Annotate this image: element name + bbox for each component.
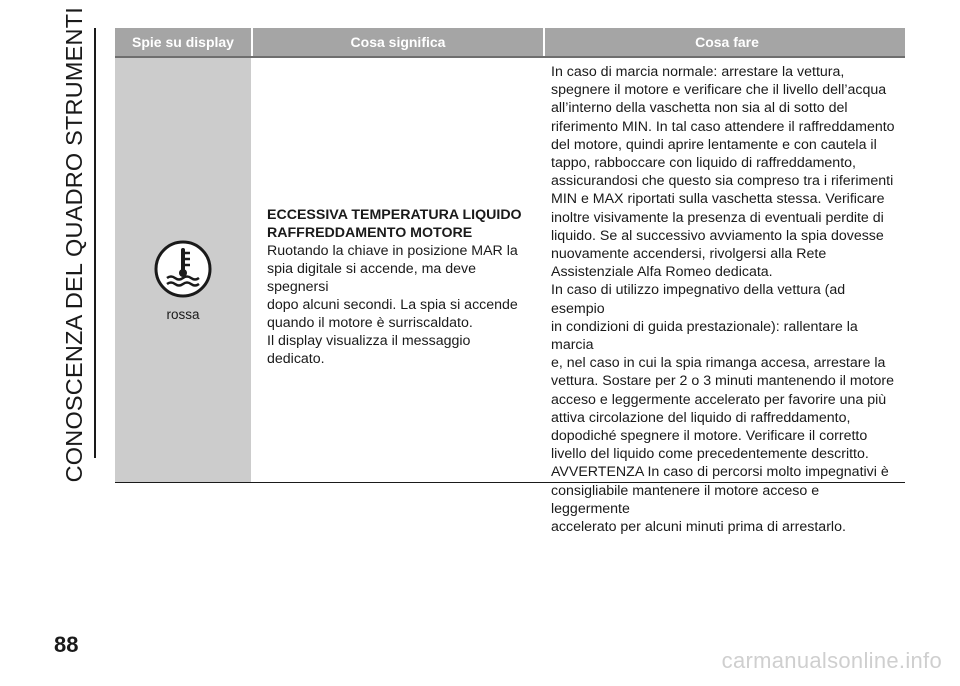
action-line: In caso di marcia normale: arrestare la vettura, [551, 64, 845, 80]
action-line: MIN e MAX riportati sulla vaschetta stessa. Verificare [551, 191, 885, 208]
table-row [115, 58, 905, 536]
action-line: tappo, rabboccare con liquido di raffreddamento, [551, 155, 856, 172]
action-line: inoltre visivamente la presenza di eventuali perdite di [551, 209, 884, 226]
meaning-line: Ruotando la chiave in posizione MAR la [267, 243, 518, 259]
section-divider [94, 28, 96, 458]
action-line: spegnere il motore e verificare che il livello dell’acqua [551, 82, 887, 99]
meaning-line: Il display visualizza il messaggio dedicato. [267, 333, 471, 367]
page-number: 88 [54, 632, 79, 657]
meaning-cell [251, 58, 541, 482]
action-line: liquido. Se al successivo avviamento la spia dovesse [551, 227, 884, 244]
meaning-line: spia digitale si accende, ma deve spegnersi [267, 261, 476, 295]
action-line: dopodiché spegnere il motore. Verificare il corretto [551, 428, 868, 445]
action-cell [541, 58, 905, 536]
header-action: Cosa fare [543, 28, 909, 56]
watermark: carmanualsonline.info [721, 648, 942, 673]
action-line: del motore, quindi aprire lentamente e con cautela il [551, 136, 877, 153]
action-line: Assistenziale Alfa Romeo dedicata. [551, 264, 773, 281]
meaning-line: dopo alcuni secondi. La spia si accende [267, 297, 518, 313]
action-line: riferimento MIN. In tal caso attendere il raffreddamento [551, 118, 895, 135]
meaning-title [267, 206, 531, 242]
action-line: accelerato per alcuni minuti prima di arrestarlo. [551, 519, 846, 536]
warning-light-cell [115, 58, 251, 482]
action-line: nuovamente accendersi, rivolgersi alla Rete [551, 246, 827, 263]
coolant-temperature-icon [154, 240, 212, 303]
action-line: acceso e leggermente accelerato per favorire una più [551, 391, 887, 408]
action-line: In caso di utilizzo impegnativo della vettura (ad esempio [551, 282, 846, 317]
section-title-text: CONOSCENZA DEL QUADRO STRUMENTI [60, 7, 87, 483]
action-line: attiva circolazione del liquido di raffreddamento, [551, 409, 851, 426]
header-display-lights: Spie su display [132, 34, 234, 50]
action-line: livello del liquido come precedentemente descritto. [551, 446, 869, 463]
action-line: assicurandosi che questo sia compreso tra i riferimenti [551, 173, 894, 190]
action-line: e, nel caso in cui la spia rimanga accesa, arrestare la [551, 355, 886, 372]
icon-color-caption: rossa [166, 307, 200, 322]
meaning-text [267, 242, 531, 368]
action-line: in condizioni di guida prestazionale): rallentare la marcia [551, 318, 858, 354]
action-line: consigliabile mantenere il motore acceso e leggermente [551, 482, 820, 517]
meaning-title-line: ECCESSIVA TEMPERATURA LIQUIDO [267, 207, 522, 223]
section-title [52, 7, 96, 483]
action-line: vettura. Sostare per 2 o 3 minuti mantenendo il motore [551, 373, 895, 390]
meaning-title-line: RAFFREDDAMENTO MOTORE [267, 225, 473, 241]
action-line: all’interno della vaschetta non sia al di sotto del [551, 100, 848, 117]
table-header [115, 28, 905, 58]
header-meaning: Cosa significa [251, 28, 543, 56]
action-line: AVVERTENZA In caso di percorsi molto impegnativi è [551, 464, 889, 481]
meaning-line: quando il motore è surriscaldato. [267, 315, 473, 331]
warning-light-table [115, 28, 905, 536]
